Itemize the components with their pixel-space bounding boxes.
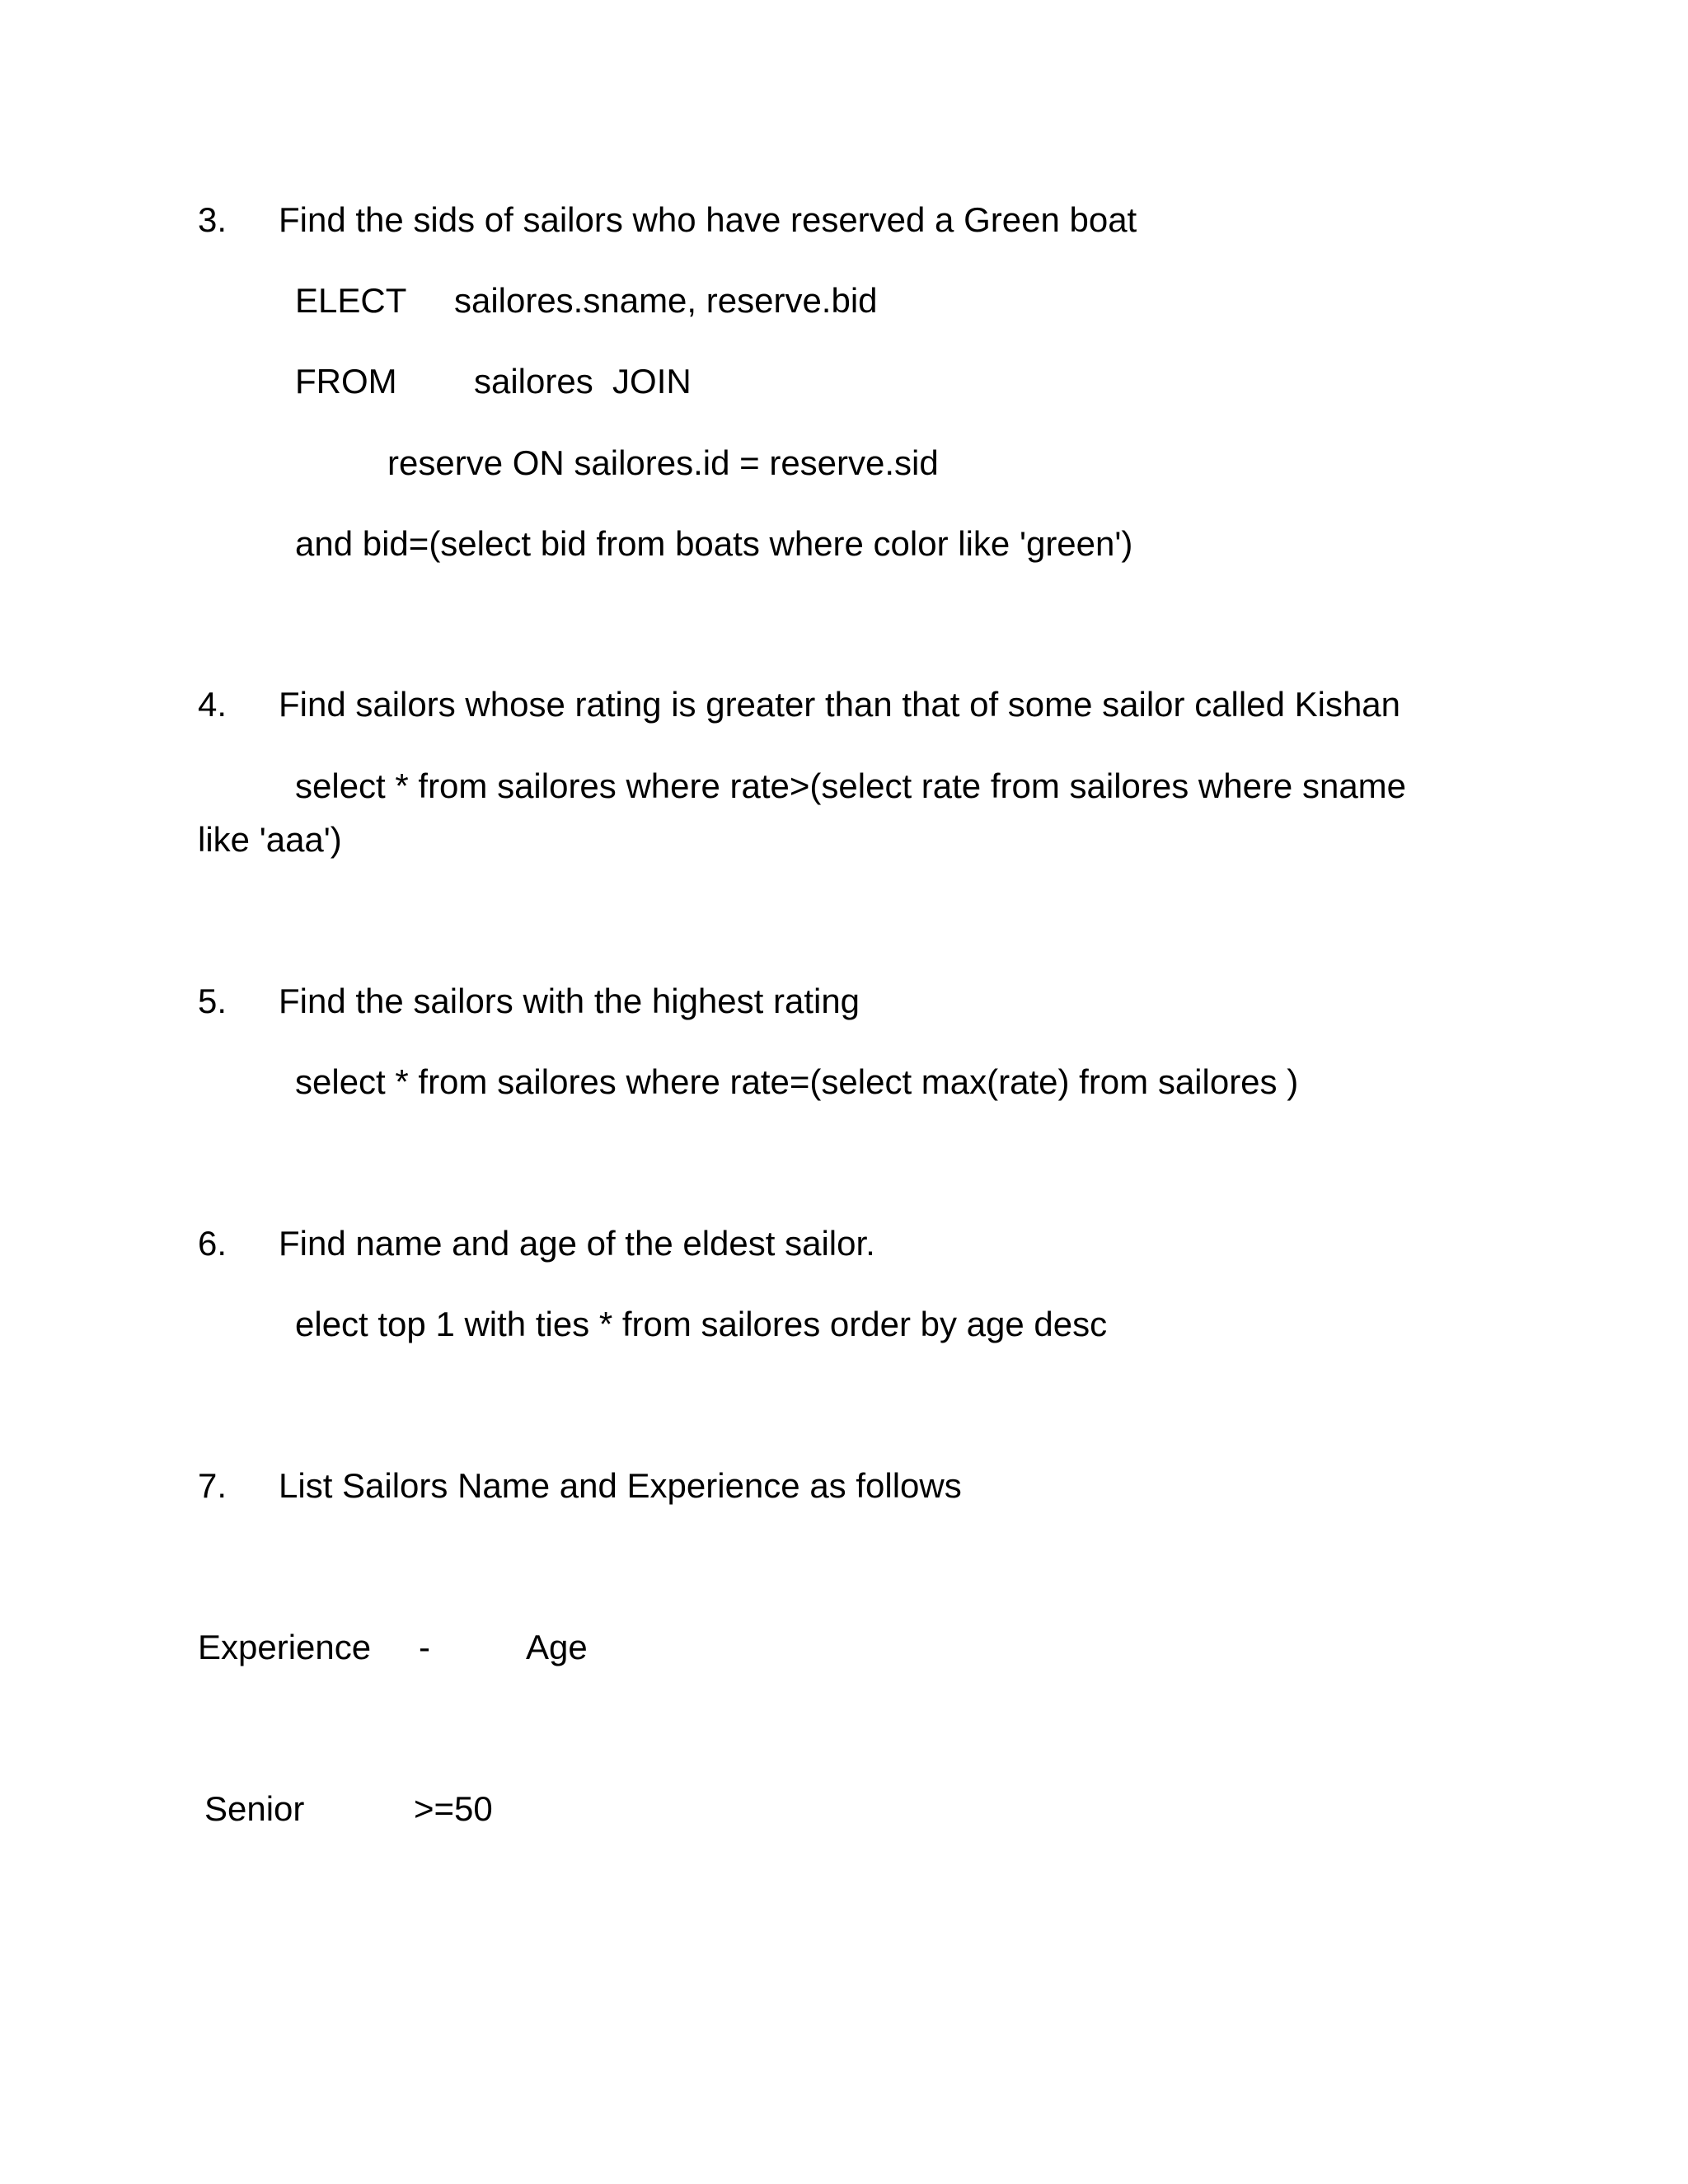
sql-line: like 'aaa') (198, 820, 342, 859)
question-number: 3. (198, 200, 227, 239)
question-text: Find name and age of the eldest sailor. (279, 1224, 875, 1263)
question-text: Find sailors whose rating is greater than that of some sailor called Kishan (279, 685, 1401, 724)
table-header-age: Age (526, 1628, 588, 1666)
table-cell-experience: Senior (204, 1789, 305, 1828)
question-number: 4. (198, 685, 227, 724)
sql-line: FROM sailores JOIN (295, 362, 692, 401)
table-header-dash: - (419, 1628, 430, 1666)
sql-line: and bid=(select bid from boats where color like 'green') (295, 524, 1133, 563)
table-cell-age: >=50 (414, 1789, 493, 1828)
question-text: List Sailors Name and Experience as follows (279, 1466, 962, 1505)
sql-line: ELECT sailores.sname, reserve.bid (295, 281, 878, 320)
question-number: 7. (198, 1466, 227, 1505)
question-number: 6. (198, 1224, 227, 1263)
sql-line: elect top 1 with ties * from sailores order by age desc (295, 1305, 1108, 1343)
question-text: Find the sailors with the highest rating (279, 982, 860, 1020)
sql-line: reserve ON sailores.id = reserve.sid (387, 443, 939, 482)
question-number: 5. (198, 982, 227, 1020)
question-text: Find the sids of sailors who have reserved a Green boat (279, 200, 1137, 239)
sql-line: select * from sailores where rate=(select max(rate) from sailores ) (295, 1062, 1299, 1101)
sql-line: select * from sailores where rate>(select rate from sailores where sname (295, 766, 1407, 805)
table-header-experience: Experience (198, 1628, 372, 1666)
